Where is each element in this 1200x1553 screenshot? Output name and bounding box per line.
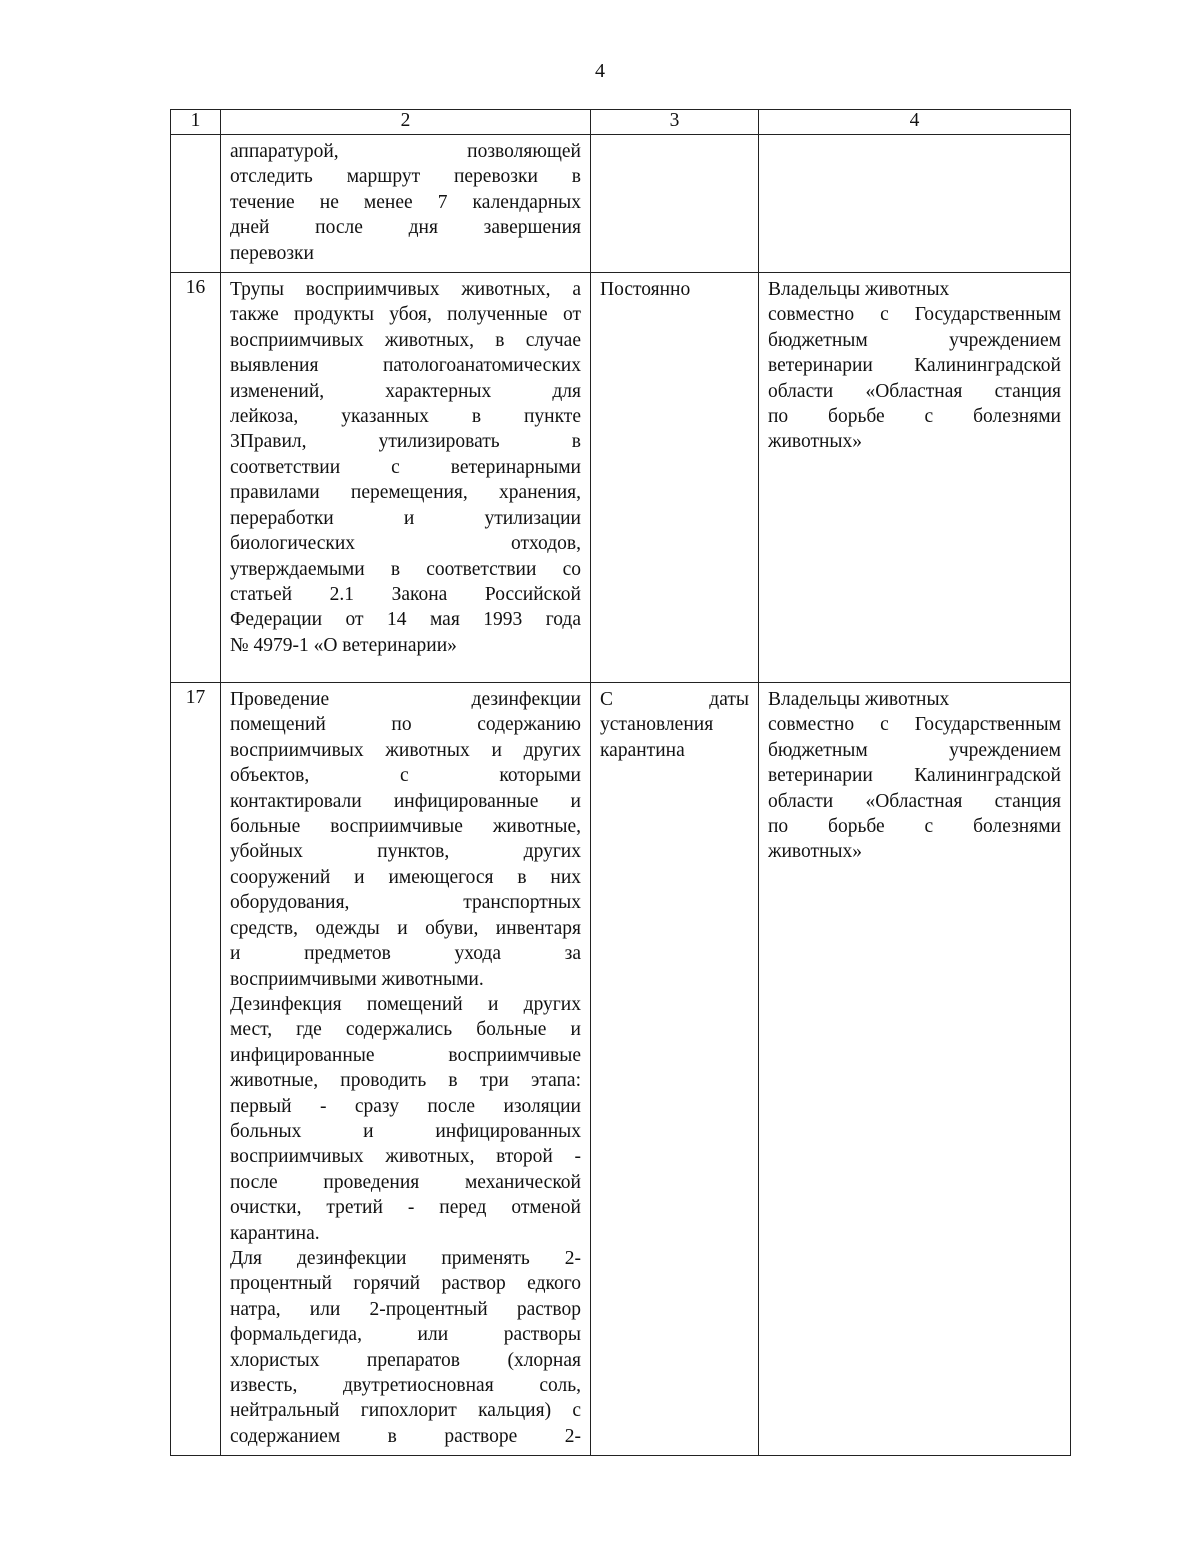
- measure-line: больных и инфицированных: [230, 1120, 581, 1142]
- header-col-1: 1: [171, 110, 221, 135]
- measure-line: лейкоза, указанных в пункте: [230, 406, 581, 428]
- table-row: [171, 273, 1071, 683]
- responsible-line: Владельцы животных: [768, 279, 950, 301]
- table-row: [171, 683, 1071, 1456]
- measure-line: содержанием в растворе 2-: [230, 1425, 581, 1447]
- measure-cell: [221, 273, 591, 683]
- responsible-cell: [759, 683, 1071, 1456]
- page-number: 4: [595, 60, 605, 82]
- responsible-line: области «Областная станция: [768, 380, 1061, 402]
- table-header-row: [171, 110, 1071, 135]
- responsible-cell: [759, 135, 1071, 273]
- measure-line: помещений по содержанию: [230, 714, 581, 736]
- header-col-3: 3: [591, 110, 759, 135]
- measure-line: статьей 2.1 Закона Российской: [230, 583, 581, 605]
- measure-line: Для дезинфекции применять 2-: [230, 1247, 581, 1269]
- header-col-4: 4: [759, 110, 1071, 135]
- measure-line: после проведения механической: [230, 1171, 581, 1193]
- measure-line: 3Правил, утилизировать в: [230, 431, 581, 453]
- table-row: [171, 135, 1071, 273]
- responsible-line: животных»: [768, 841, 863, 863]
- measure-line: формальдегида, или растворы: [230, 1324, 581, 1346]
- measure-line: нейтральный гипохлорит кальция) с: [230, 1400, 581, 1422]
- measure-line: № 4979-1 «О ветеринарии»: [230, 634, 457, 656]
- row-number: 17: [171, 683, 221, 1456]
- measure-line: хлористых препаратов (хлорная: [230, 1349, 581, 1371]
- responsible-line: по борьбе с болезнями: [768, 816, 1061, 838]
- measure-line: животные, проводить в три этапа:: [230, 1070, 581, 1092]
- measure-line: перевозки: [230, 242, 314, 264]
- measure-line: натра, или 2-процентный раствор: [230, 1298, 581, 1320]
- row-number: 16: [171, 273, 221, 683]
- measures-table: [170, 109, 1071, 1456]
- measure-line: утверждаемыми в соответствии со: [230, 558, 581, 580]
- measure-line: оборудования, транспортных: [230, 892, 581, 914]
- measure-line: восприимчивых животных и других: [230, 739, 581, 761]
- responsible-line: по борьбе с болезнями: [768, 406, 1061, 428]
- responsible-line: бюджетным учреждением: [768, 329, 1061, 351]
- header-col-2: 2: [221, 110, 591, 135]
- measure-line: инфицированные восприимчивые: [230, 1044, 581, 1066]
- measure-line: объектов, с которыми: [230, 765, 581, 787]
- responsible-line: ветеринарии Калининградской: [768, 355, 1061, 377]
- measure-line: известь, двутретиосновная соль,: [230, 1375, 581, 1396]
- responsible-line: совместно с Государственным: [768, 304, 1061, 326]
- measure-cell: [221, 135, 591, 273]
- measure-line: Трупы восприимчивых животных, а: [230, 279, 581, 301]
- responsible-line: бюджетным учреждением: [768, 739, 1061, 761]
- row-number: [171, 135, 221, 273]
- term-cell: [591, 273, 759, 683]
- measure-line: Проведение дезинфекции: [230, 689, 581, 711]
- measure-line: переработки и утилизации: [230, 507, 581, 529]
- responsible-line: совместно с Государственным: [768, 714, 1061, 736]
- measure-line: Дезинфекция помещений и других: [230, 993, 581, 1015]
- measure-line: Федерации от 14 мая 1993 года: [230, 609, 581, 631]
- responsible-cell: [759, 273, 1071, 683]
- measure-line: правилами перемещения, хранения,: [230, 482, 581, 504]
- term-line: С даты: [600, 689, 749, 711]
- measure-line: восприимчивых животных, в случае: [230, 329, 581, 351]
- measure-line: очистки, третий - перед отменой: [230, 1197, 581, 1219]
- measure-line: восприимчивых животных, второй -: [230, 1146, 581, 1168]
- measure-line: отследить маршрут перевозки в: [230, 166, 581, 188]
- term-line: Постоянно: [600, 279, 691, 301]
- measure-line: восприимчивыми животными.: [230, 968, 484, 990]
- measure-line: аппаратурой, позволяющей: [230, 141, 581, 162]
- measure-cell: [221, 683, 591, 1456]
- measure-line: дней после дня завершения: [230, 217, 581, 239]
- measure-line: биологических отходов,: [230, 533, 581, 555]
- responsible-line: ветеринарии Калининградской: [768, 765, 1061, 787]
- responsible-line: области «Областная станция: [768, 790, 1061, 812]
- measure-line: средств, одежды и обуви, инвентаря: [230, 917, 581, 939]
- measure-line: контактировали инфицированные и: [230, 790, 581, 812]
- term-line: установления: [600, 714, 714, 736]
- term-cell: [591, 683, 759, 1456]
- responsible-line: животных»: [768, 431, 863, 453]
- measure-line: процентный горячий раствор едкого: [230, 1273, 581, 1295]
- measure-line: мест, где содержались больные и: [230, 1019, 581, 1041]
- measure-line: первый - сразу после изоляции: [230, 1095, 581, 1117]
- term-line: карантина: [600, 739, 685, 761]
- measure-line: выявления патологоанатомических: [230, 355, 581, 377]
- measure-line: и предметов ухода за: [230, 943, 581, 965]
- measure-line: течение не менее 7 календарных: [230, 191, 581, 213]
- measure-line: изменений, характерных для: [230, 380, 581, 402]
- term-cell: [591, 135, 759, 273]
- measure-line: соответствии с ветеринарными: [230, 456, 581, 478]
- measure-line: карантина.: [230, 1222, 320, 1244]
- measure-line: убойных пунктов, других: [230, 841, 581, 863]
- measure-line: также продукты убоя, полученные от: [230, 304, 581, 326]
- responsible-line: Владельцы животных: [768, 689, 950, 711]
- measure-line: больные восприимчивые животные,: [230, 816, 581, 838]
- measure-line: сооружений и имеющегося в них: [230, 866, 581, 888]
